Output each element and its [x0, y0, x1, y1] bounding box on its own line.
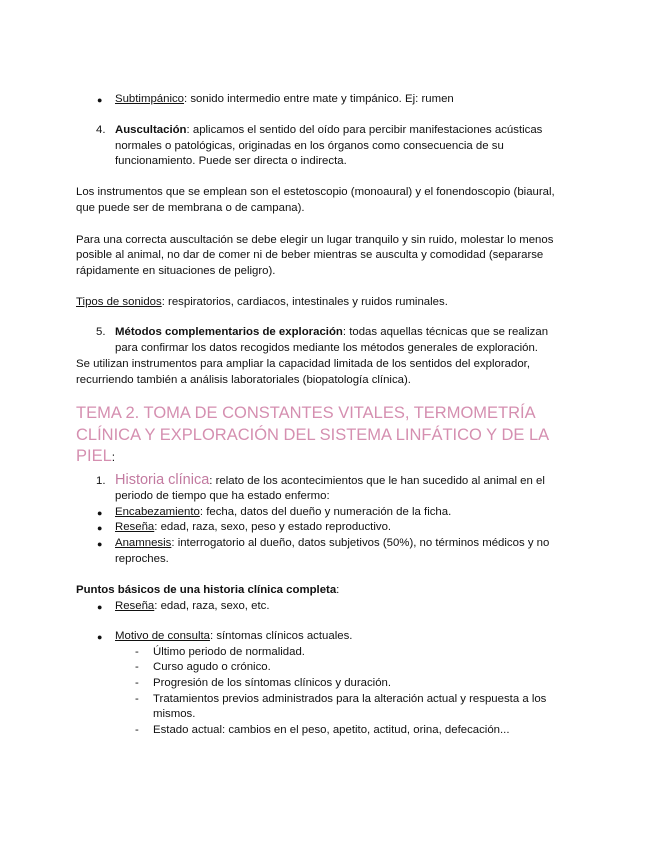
dash-icon: -	[135, 677, 139, 689]
motivo-sub-item: Curso agudo o crónico.	[153, 661, 271, 673]
instrumentos-line-2: que puede ser de membrana o de campana).	[76, 202, 305, 214]
item-number-4: 4.	[96, 124, 106, 136]
instrumentos-line-1: Los instrumentos que se emplean son el estetoscopio (monoaural) y el fonendoscopio (biaural,	[76, 186, 555, 198]
historia-line-2: periodo de tiempo que ha estado enfermo:	[115, 490, 330, 502]
correcta-line-3: rápidamente en situaciones de peligro).	[76, 265, 276, 277]
motivo-sub-item: Progresión de los síntomas clínicos y duración.	[153, 677, 392, 689]
subtimpanico-item	[115, 92, 454, 107]
subtimpanico-text: : sonido intermedio entre mate y timpánico. Ej: rumen	[184, 93, 454, 105]
bullet-icon: ●	[97, 539, 103, 549]
resena-term: Reseña	[115, 521, 155, 533]
motivo-term: Motivo de consulta	[115, 630, 210, 642]
dash-icon: -	[135, 646, 139, 658]
anamnesis-term: Anamnesis	[115, 537, 172, 549]
motivo-consulta-item	[115, 629, 352, 644]
instrumentos2-line-2: recurriendo también a análisis laboratoriales (biopatología clínica).	[76, 374, 411, 386]
auscultacion-line-3: funcionamiento. Puede ser directa o indirecta.	[115, 155, 347, 167]
puntos-title	[76, 583, 339, 598]
anamnesis-text: : interrogatorio al dueño, datos subjetivos (50%), no términos médicos y no	[171, 537, 550, 549]
puntos-resena-text: : edad, raza, sexo, etc.	[154, 600, 270, 612]
encabezamiento-term: Encabezamiento	[115, 506, 200, 518]
tema2-heading-colon: :	[111, 450, 116, 464]
puntos-resena-item	[115, 599, 270, 614]
encabezamiento-item	[115, 505, 451, 520]
tipos-text: : respiratorios, cardiacos, intestinales y ruidos ruminales.	[161, 296, 448, 308]
resena-text: : edad, raza, sexo, peso y estado reproductivo.	[154, 521, 392, 533]
tema2-heading-piel: PIEL	[76, 447, 112, 465]
resena-item	[115, 520, 391, 535]
auscultacion-line-1	[115, 123, 542, 138]
auscultacion-term: Auscultación	[115, 124, 187, 136]
metodos-line-1	[115, 325, 548, 340]
auscultacion-text: : aplicamos el sentido del oído para percibir manifestaciones acústicas	[186, 124, 543, 136]
bullet-icon: ●	[97, 508, 103, 518]
motivo-sub-item: Estado actual: cambios en el peso, apetito, actitud, orina, defecación...	[153, 724, 510, 736]
metodos-text: : todas aquellas técnicas que se realizan	[342, 326, 549, 338]
auscultacion-line-2: normales o patológicas, originadas en los órganos como consecuencia de su	[115, 140, 504, 152]
puntos-title-colon: :	[336, 584, 340, 596]
historia-text: : relato de los acontecimientos que le han sucedido al animal en el	[209, 475, 545, 487]
item-number-1: 1.	[96, 475, 106, 487]
tipos-term: Tipos de sonidos	[76, 296, 162, 308]
item-number-5: 5.	[96, 326, 106, 338]
subtimpanico-term: Subtimpánico	[115, 93, 185, 105]
correcta-line-2: posible al animal, no dar de comer ni de beber mientras se ausculta y comodidad (separarse	[76, 249, 544, 261]
dash-icon: -	[135, 661, 139, 673]
encabezamiento-text: : fecha, datos del dueño y numeración de la ficha.	[199, 506, 452, 518]
historia-line-1	[115, 472, 545, 490]
bullet-icon: ●	[97, 632, 103, 642]
metodos-term: Métodos complementarios de exploración	[115, 326, 343, 338]
tema2-heading-line-3	[76, 446, 115, 468]
bullet-icon: ●	[97, 523, 103, 533]
instrumentos2-line-1: Se utilizan instrumentos para ampliar la capacidad limitada de los sentidos del explorador,	[76, 358, 530, 370]
motivo-sub-item-cont: mismos.	[153, 708, 196, 720]
tipos-sonidos	[76, 295, 448, 310]
motivo-text: : síntomas clínicos actuales.	[209, 630, 353, 642]
bullet-icon: ●	[97, 95, 103, 105]
historia-term: Historia clínica	[115, 472, 210, 488]
puntos-title-text: Puntos básicos de una historia clínica completa	[76, 584, 337, 596]
tema2-heading-line-1: TEMA 2. TOMA DE CONSTANTES VITALES, TERMOMETRÍA	[76, 404, 536, 422]
correcta-line-1: Para una correcta auscultación se debe elegir un lugar tranquilo y sin ruido, molestar lo menos	[76, 234, 554, 246]
dash-icon: -	[135, 693, 139, 705]
puntos-resena-term: Reseña	[115, 600, 155, 612]
motivo-sub-item: Tratamientos previos administrados para la alteración actual y respuesta a los	[153, 693, 547, 705]
metodos-line-2: para confirmar los datos recogidos mediante los métodos generales de exploración.	[115, 342, 538, 354]
anamnesis-item	[115, 536, 549, 551]
bullet-icon: ●	[97, 602, 103, 612]
tema2-heading-line-2: CLÍNICA Y EXPLORACIÓN DEL SISTEMA LINFÁTICO Y DE LA	[76, 426, 550, 444]
motivo-sub-item: Último periodo de normalidad.	[153, 646, 305, 658]
anamnesis-cont: reproches.	[115, 553, 169, 565]
dash-icon: -	[135, 724, 139, 736]
